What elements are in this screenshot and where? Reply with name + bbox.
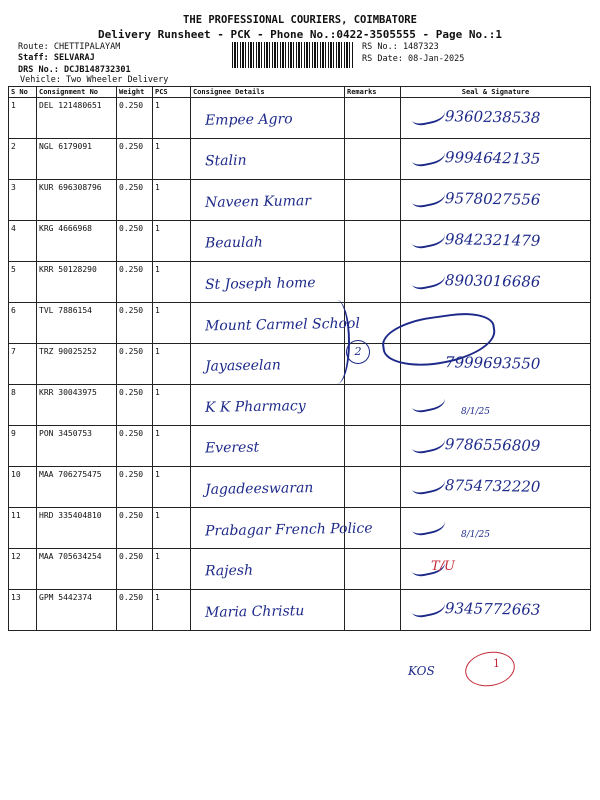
col-pcs: PCS (153, 87, 191, 98)
consignment-cell: TVL 7886154 (37, 303, 117, 344)
staff-label: Staff: SELVARAJ (18, 53, 95, 63)
consignment-cell: KUR 696308796 (37, 180, 117, 221)
signature-cell (401, 98, 591, 139)
table-row (9, 221, 591, 262)
remarks-cell (345, 467, 401, 508)
consignment-cell: GPM 5442374 (37, 590, 117, 631)
remarks-cell (345, 221, 401, 262)
serial-cell: 4 (9, 221, 37, 262)
receiver-phone: 9345772663 (444, 599, 541, 619)
remarks-cell (345, 508, 401, 549)
consignee-name: Jagadeeswaran (204, 480, 314, 498)
weight-cell: 0.250 (117, 262, 153, 303)
table-row (9, 385, 591, 426)
consignee-cell (191, 221, 345, 262)
signature-cell (401, 426, 591, 467)
signature-mark (409, 470, 446, 497)
col-signature: Seal & Signature (401, 87, 591, 98)
consignee-name: St Joseph home (204, 275, 316, 293)
red-circle-number: 1 (493, 657, 500, 670)
consignee-cell (191, 303, 361, 344)
pcs-cell: 1 (153, 303, 191, 344)
bottom-note: KOS (408, 664, 435, 678)
remark-note: T/U (431, 559, 456, 574)
signature-mark (409, 224, 446, 251)
consignee-cell (191, 98, 345, 139)
receiver-phone: 9842321479 (444, 230, 541, 250)
signature-mark (409, 429, 446, 456)
consignee-name: Stalin (204, 152, 247, 170)
rs-date: RS Date: 08-Jan-2025 (362, 54, 465, 64)
receiver-phone: 7999693550 (444, 353, 541, 373)
pcs-cell: 1 (153, 221, 191, 262)
signature-cell (401, 590, 591, 631)
receipt-date: 8/1/25 (461, 407, 490, 417)
consignee-name: K K Pharmacy (204, 398, 306, 416)
table-row (9, 262, 591, 303)
table-row (9, 590, 591, 631)
receiver-phone: 8903016686 (444, 271, 541, 291)
rs-no: RS No.: 1487323 (362, 42, 439, 52)
consignee-name: Naveen Kumar (204, 193, 312, 211)
consignee-cell (191, 549, 345, 590)
consignee-name: Jayaseelan (204, 357, 281, 375)
runsheet-subtitle: Delivery Runsheet - PCK - Phone No.:0422-3505555 - Page No.:1 (98, 28, 502, 41)
col-consignment: Consignment No (37, 87, 117, 98)
consignee-cell (191, 508, 373, 549)
remarks-cell (345, 549, 401, 590)
consignee-cell (191, 344, 345, 385)
pcs-cell: 1 (153, 98, 191, 139)
signature-cell (401, 508, 591, 549)
receiver-phone: 9994642135 (444, 148, 541, 168)
serial-cell: 3 (9, 180, 37, 221)
weight-cell: 0.250 (117, 549, 153, 590)
table-row (9, 426, 591, 467)
signature-cell (401, 467, 591, 508)
col-sno: S No (9, 87, 37, 98)
remarks-cell (345, 98, 401, 139)
serial-cell: 11 (9, 508, 37, 549)
consignee-name: Rajesh (204, 562, 254, 580)
red-circle (462, 648, 517, 690)
signature-cell (401, 549, 591, 590)
vehicle-label: Vehicle: Two Wheeler Delivery (20, 75, 169, 85)
receiver-phone: 9786556809 (444, 435, 541, 455)
serial-cell: 8 (9, 385, 37, 426)
table-row (9, 139, 591, 180)
consignee-name: Mount Carmel School (204, 315, 361, 335)
serial-cell: 1 (9, 98, 37, 139)
pcs-cell: 1 (153, 467, 191, 508)
bracket-mark (324, 300, 350, 384)
receipt-date: 8/1/25 (461, 530, 490, 540)
runsheet-table (8, 86, 591, 631)
signature-mark (409, 593, 446, 620)
table-row (9, 508, 591, 549)
remarks-cell (345, 426, 401, 467)
table-row (9, 180, 591, 221)
consignment-cell: MAA 706275475 (37, 467, 117, 508)
pcs-cell: 1 (153, 344, 191, 385)
consignee-cell (191, 139, 345, 180)
serial-cell: 2 (9, 139, 37, 180)
consignee-name: Beaulah (204, 234, 263, 252)
weight-cell: 0.250 (117, 590, 153, 631)
remarks-cell (345, 590, 401, 631)
pcs-cell: 1 (153, 180, 191, 221)
weight-cell: 0.250 (117, 426, 153, 467)
consignment-cell: DEL 121480651 (37, 98, 117, 139)
signature-mark (409, 142, 446, 169)
receiver-phone: 9360238538 (444, 107, 541, 127)
consignment-cell: KRR 50128290 (37, 262, 117, 303)
pcs-cell: 1 (153, 508, 191, 549)
consignee-name: Empee Agro (204, 111, 293, 129)
bracket-number: 2 (346, 340, 370, 364)
weight-cell: 0.250 (117, 467, 153, 508)
serial-cell: 10 (9, 467, 37, 508)
signature-mark (409, 101, 446, 128)
weight-cell: 0.250 (117, 221, 153, 262)
route-label: Route: CHETTIPALAYAM (18, 42, 121, 52)
serial-cell: 13 (9, 590, 37, 631)
company-title: THE PROFESSIONAL COURIERS, COIMBATORE (183, 14, 417, 26)
signature-cell (401, 180, 591, 221)
table-header-row (9, 87, 591, 98)
weight-cell: 0.250 (117, 385, 153, 426)
pcs-cell: 1 (153, 426, 191, 467)
table-row (9, 549, 591, 590)
pcs-cell: 1 (153, 549, 191, 590)
remarks-cell (345, 385, 401, 426)
remarks-cell (345, 180, 401, 221)
receiver-phone: 8754732220 (444, 476, 541, 496)
consignment-cell: KRG 4666968 (37, 221, 117, 262)
consignee-cell (191, 262, 345, 303)
consignee-name: Everest (204, 439, 260, 457)
serial-cell: 9 (9, 426, 37, 467)
table-row (9, 303, 591, 344)
col-remarks: Remarks (345, 87, 401, 98)
signature-cell (401, 262, 591, 303)
table-row (9, 98, 591, 139)
pcs-cell: 1 (153, 139, 191, 180)
signature-cell (401, 221, 591, 262)
signature-cell (401, 385, 591, 426)
serial-cell: 5 (9, 262, 37, 303)
serial-cell: 6 (9, 303, 37, 344)
table-row (9, 344, 591, 385)
remarks-cell (345, 262, 401, 303)
table-row (9, 467, 591, 508)
weight-cell: 0.250 (117, 180, 153, 221)
signature-mark (409, 265, 446, 292)
consignment-cell: HRD 335404810 (37, 508, 117, 549)
consignee-cell (191, 590, 345, 631)
col-consignee: Consignee Details (191, 87, 345, 98)
weight-cell: 0.250 (117, 303, 153, 344)
signature-cell (401, 139, 591, 180)
signature-mark (409, 183, 446, 210)
pcs-cell: 1 (153, 262, 191, 303)
weight-cell: 0.250 (117, 344, 153, 385)
serial-cell: 12 (9, 549, 37, 590)
consignee-name: Maria Christu (204, 603, 305, 621)
col-weight: Weight (117, 87, 153, 98)
consignee-cell (191, 180, 345, 221)
consignment-cell: PON 3450753 (37, 426, 117, 467)
consignment-cell: MAA 705634254 (37, 549, 117, 590)
remarks-cell (345, 139, 401, 180)
drs-label: DRS No.: DCJB148732301 (18, 65, 131, 75)
serial-cell: 7 (9, 344, 37, 385)
weight-cell: 0.250 (117, 98, 153, 139)
barcode (232, 42, 354, 68)
consignment-cell: NGL 6179091 (37, 139, 117, 180)
signature-mark (409, 388, 446, 415)
receiver-phone: 9578027556 (444, 189, 541, 209)
signature-mark (409, 511, 446, 538)
consignee-name: Prabagar French Police (204, 520, 373, 540)
pcs-cell: 1 (153, 385, 191, 426)
weight-cell: 0.250 (117, 508, 153, 549)
weight-cell: 0.250 (117, 139, 153, 180)
consignee-cell (191, 426, 345, 467)
consignee-cell (191, 385, 345, 426)
consignment-cell: KRR 30043975 (37, 385, 117, 426)
pcs-cell: 1 (153, 590, 191, 631)
consignee-cell (191, 467, 345, 508)
consignment-cell: TRZ 90025252 (37, 344, 117, 385)
